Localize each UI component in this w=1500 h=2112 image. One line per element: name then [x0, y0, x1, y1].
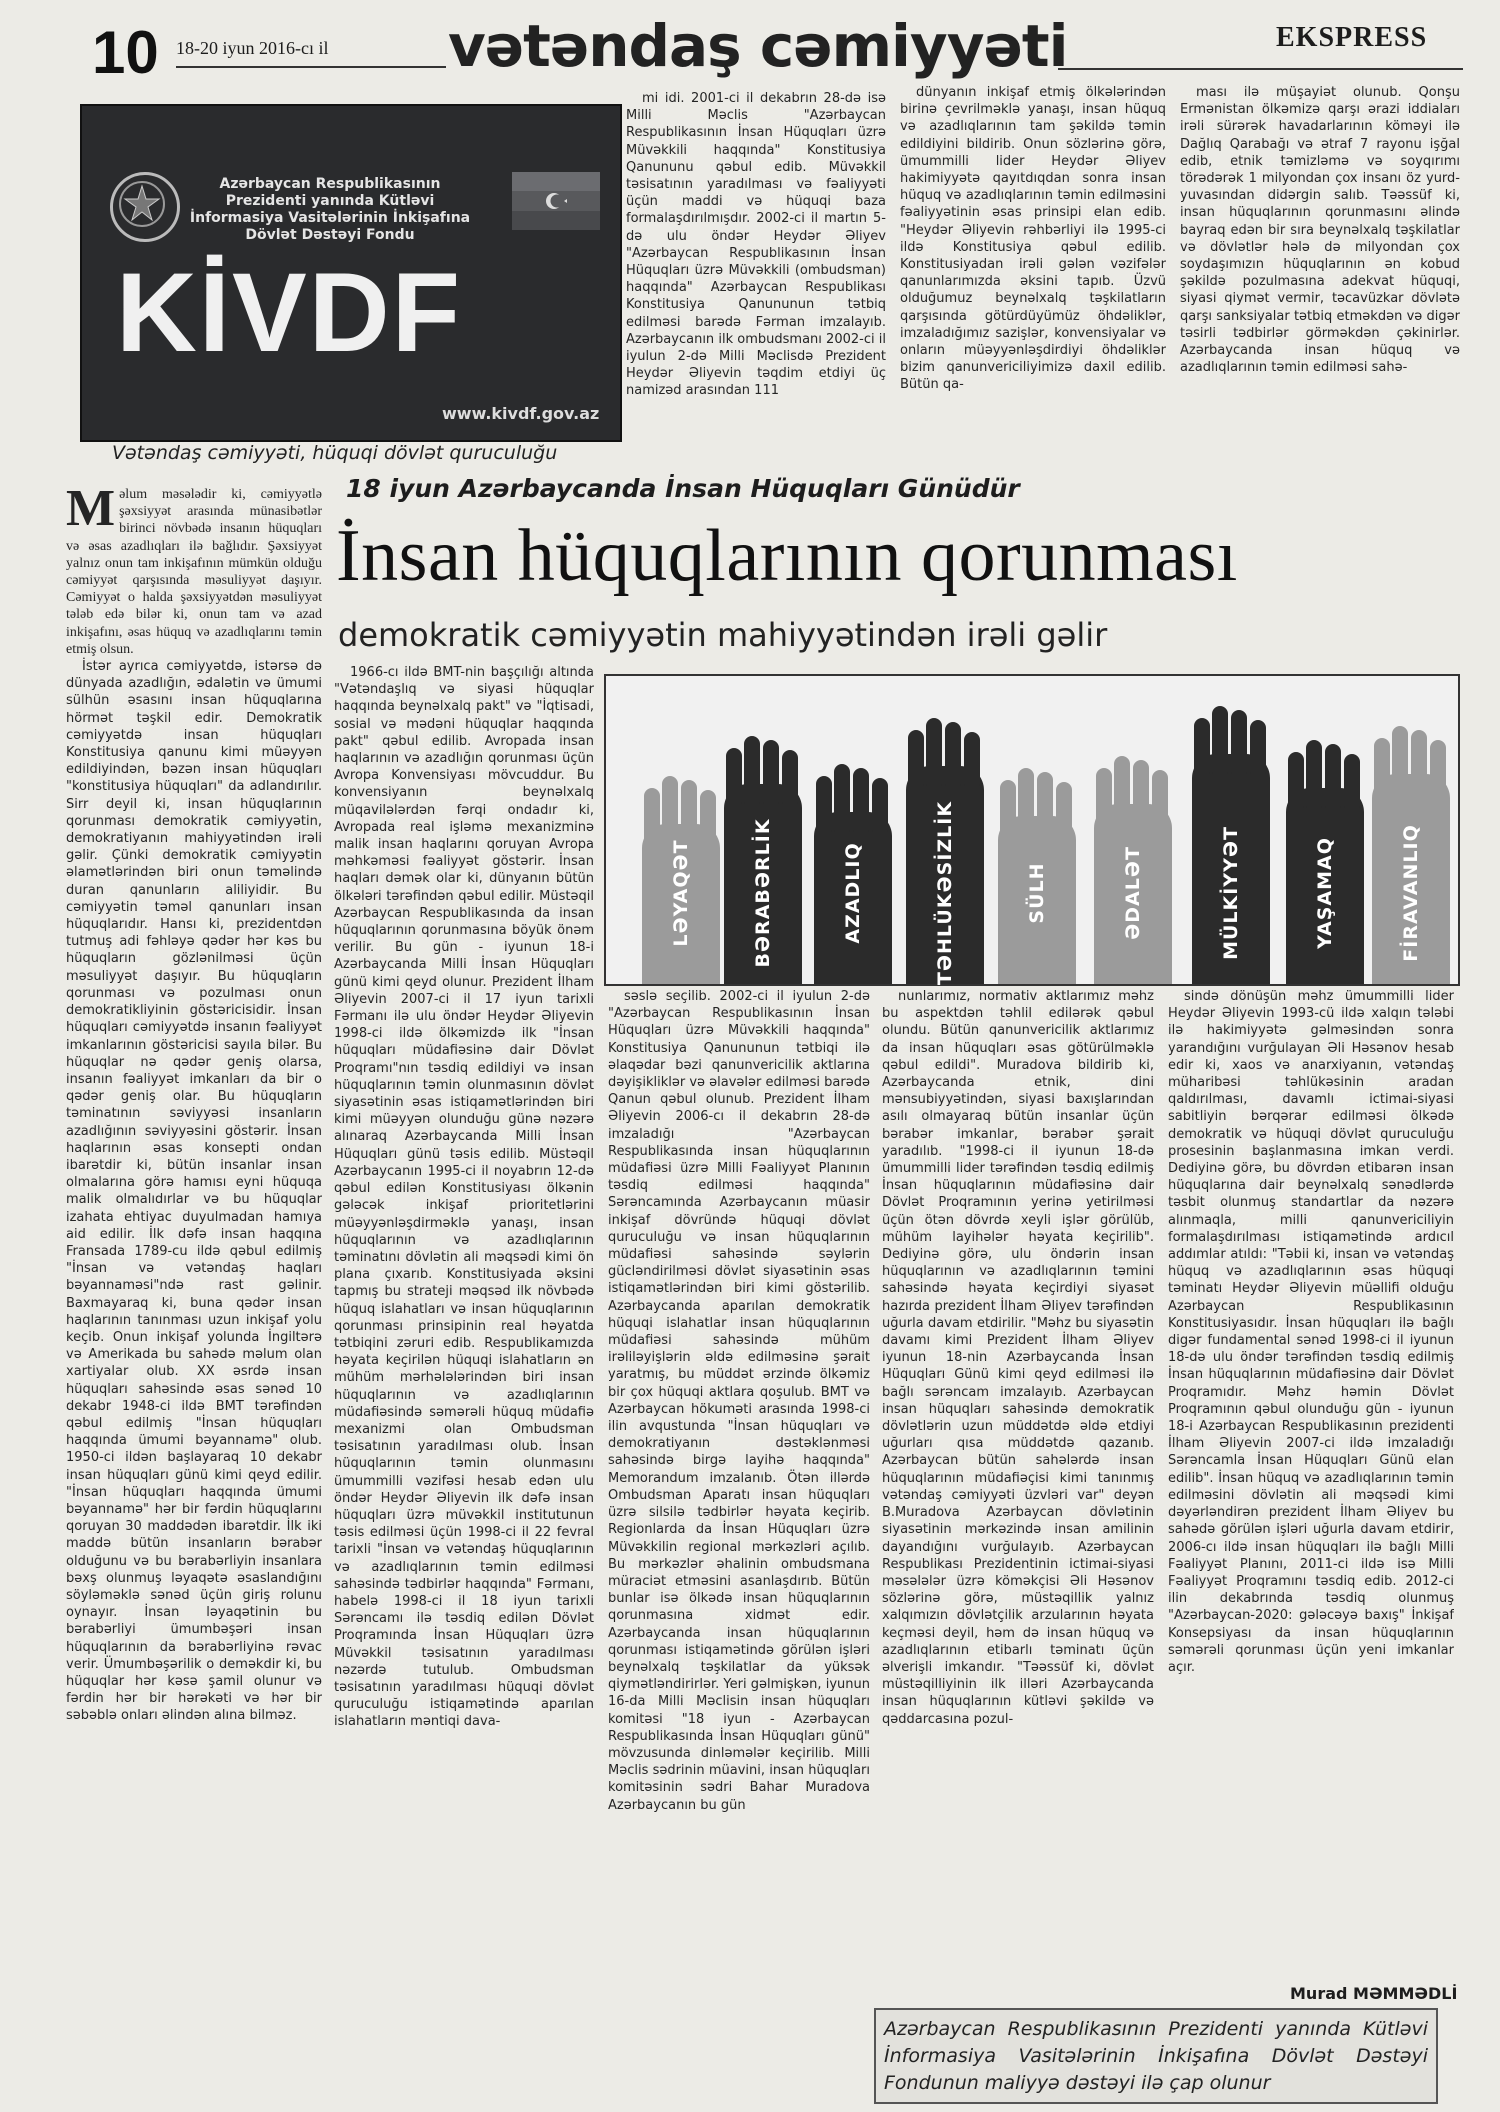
- hand-finger: [1037, 772, 1053, 836]
- hand-finger: [1231, 710, 1247, 774]
- hand-word: ƏDALƏT: [1122, 846, 1144, 940]
- column-3-top-text: dünyanın inkişaf etmiş ölkələrindən birinə çevrilməklə yanaşı, insan hüquq və azadlıqlarının tam şəkildə təmin edildiyini bildirib. Onun sözlərinə görə, ümummilli lider Heydər Əliyev hakimiyyətə qayıtdıqdan sonra insan hüquq və azadlıqlarının təmin edilməsini fəaliyyətinin əsas prinsipi elan edib. "Heydər Əliyevin rəhbərliyi ilə 1995-ci ildə Konstitusiya qəbul edilib. Konstitusiyadan irəli gələn vəzifələr qanunlarımızda əksini tapıb. Üzvü olduğumuz beynəlxalq təşkilatların qarşısında götürdüyümüz öhdəliklər, imzaladığımız sazişlər, konvensiyalar və onların müəyyənləşdirdiyi öhdəliklər bizim qanunvericiliyimizə daxil edilib. Bütün qa-: [900, 85, 1166, 393]
- hand-7: [1192, 706, 1270, 984]
- kivdf-url: www.kivdf.gov.az: [442, 404, 600, 423]
- hand-finger: [1133, 760, 1149, 824]
- hand-finger: [1288, 752, 1304, 808]
- column-1-text: İstər ayrıca cəmiyyətdə, istərsə də dünyada azadlığın, ədalətin və ümumi sülhün əsasını insan hüquqlarına hörmət təşkil edir. Demokratik cəmiyyətdə insan hüquqları Konstitusiya qanunu kimi müəyyən edildiyindən, bəzən insan hüquqları "konstitusiya hüquqları" da adlandırılır. Sirr deyil ki, insan hüquqlarının qorunması demokratik cəmiyyətin, demokratiyanın mahiyyətindən irəli gəlir. Çünki demokratik cəmiyyətin əlamətlərindən biri onun təməlində duran qanunların aliliyidir. Bu cəmiyyətin təməl qanunları insan hüquqlarıdır. Hansı ki, prezidentdən tutmuş adi fəhləyə qədər hər kəs bu hüquqların gözlənilməsi üçün məsuliyyət daşıyır. Bu hüquqların qorunması və pozulması onun demokratikliyinin göstəricisidir. İnsan hüquqları cəmiyyətdə insanın fəaliyyət imkanlarının göstəricisi sayıla bilər. Bu hüquqlar nə qədər geniş olarsa, insanın fəaliyyət imkanları da bir o qədər geniş olar. Bu hüquqların təminatının səviyyəsi insanların azadlığının səviyyəsini göstərir. İnsan haqlarının əsas konsepti ondan ibarətdir ki, bütün insanlar insan olmalarına görə hamısı eyni hüquqa malik olmalıdırlar və bu hüquqlar izahata ehtiyac duyulmadan hamıya aid edilir. İlk dəfə insan haqqına Fransada 1789-cu ildə qəbul edilmiş "İnsan və vətəndaş haqları bəyannaməsi"ndə rast gəlinir. Baxmayaraq ki, buna qədər insan haqlarının tanınması uzun inkişaf yolu keçib. Onun inkişaf yolunda İngiltərə və Amerikada bu sahədə məlum olan xartiyalar olub. XX əsrdə insan hüquqları sahəsində əsas sənəd 10 dekabr 1948-ci ildə BMT tərəfindən qəbul edilmiş "İnsan hüquqları haqqında ümumi bəyannamə" olub. 1950-ci ildən başlayaraq 10 dekabr insan hüquqları günü kimi qeyd edilir. "İnsan hüquqları haqqında ümumi bəyannamə" hər bir fərdin hüquqlarını qoruyan 30 maddədən ibarətdir. İlk iki maddə bütün insanların bərabər olduğunu və bu bərabərliyin insanlara bəxş olunmuş ləyaqətə əsaslandığını söyləməklə sənəd üçün giriş rolunu oynayır. İnsan ləyaqətinin bu bərabərliyi ümumbəşəri insan hüquqlarının da bərabərliyinə rəvac verir. Ümumbəşərilik o deməkdir ki, bu hüquqlar hər kəsə şamil olunur və fərdin hər bir hərəkəti və hər bir səbəblə onları əlindən alına bilməz.: [66, 659, 322, 1724]
- hand-8: [1286, 740, 1364, 984]
- hand-finger: [1152, 770, 1168, 824]
- author-signature: Murad MƏMMƏDLİ: [1290, 1984, 1458, 2003]
- hand-word: AZADLIQ: [842, 842, 864, 944]
- footer-box: [874, 2008, 1438, 2104]
- hand-finger: [1392, 726, 1408, 794]
- hand-finger: [945, 722, 961, 786]
- hand-finger: [1250, 720, 1266, 774]
- hand-finger: [926, 718, 942, 786]
- hand-finger: [700, 790, 716, 844]
- hand-finger: [782, 750, 798, 804]
- hand-finger: [1374, 738, 1390, 794]
- column-3-top: [900, 84, 1166, 468]
- hand-5: [998, 768, 1076, 984]
- hand-word: BƏRABƏRLİK: [752, 818, 774, 968]
- masthead-rule: [176, 66, 446, 68]
- hand-9: [1372, 726, 1450, 984]
- hand-finger: [834, 764, 850, 832]
- hand-finger: [872, 778, 888, 832]
- column-2-text: 1966-cı ildə BMT-nin başçılığı altında "Vətəndaşlıq və siyasi hüquqlar haqqında beynəlxalq pakt" və "İqtisadi, sosial və mədəni hüquqlar haqqında pakt" qəbul edilib. Avropada insan haqlarının və azadlığın qorunması üçün Avropa Konvensiyası mövcuddur. Bu konvensiyanın beynəlxalq müqavilələrdən fərqi ondadır ki, Avropada real işləmə mexanizminə malik insan haqlarını qoruyan Avropa məhkəməsi fəaliyyət göstərir. İnsan haqları dəmək olar ki, dünyanın bütün ölkələri tərəfindən qəbul edilir. Müstəqil Azərbaycan Respublikasında da insan hüquqlarının qorunmasına böyük önəm verilir. Bu gün - iyunun 18-i Azərbaycanda Milli İnsan Hüquqları günü kimi qeyd olunur. Prezident İlham Əliyevin 2007-ci il 17 iyun tarixli Fərmanı ilə ulu öndər Heydər Əliyevin 1998-ci ildə ölkəmizdə ilk "İnsan hüquqları müdafiəsinə dair Dövlət Proqramı"nın təsdiq edildiyi və insan hüquqlarının təmin olunmasının dövlət siyasətinin əsas istiqamətlərindən biri kimi müəyyən olunduğu günə nəzərə alınaraq Azərbaycanda Milli İnsan Hüquqları günü təsis edilib. Müstəqil Azərbaycanın 1995-ci il noyabrın 12-də qəbul edilən Konstitusiyası ölkənin gələcək inkişaf prioritetlərini müəyyənləşdirməklə yanaşı, insan hüquqlarının və azadlıqlarının təminatını dövlətin ali məqsədi kimi ön plana çıxarıb. Konstitusiyada əksini tapmış bu strateji məqsəd ilk növbədə hüquq islahatları və insan hüquqlarının qorunması prinsipinin real həyatda tətbiqini zəruri edib. Respublikamızda həyata keçirilən hüquqi islahatların ən mühüm mərhələlərindən biri insan hüquqlarının və azadlıqlarının müdafiəsində səmərəli hüquq müdafiə mexanizmi olan Ombudsman təsisatının yaradılması olub. İnsan hüquqlarının təmin olunmasını ümummilli vəzifəsi hesab edən ulu öndər Heydər Əliyevin ilk dəfə insan hüquqları üzrə müvəkkil institutunun təsis edilməsi üçün 1998-ci il 22 fevral tarixli "İnsan və vətəndaş hüquqlarının və azadlıqlarının təmin edilməsi sahəsində tədbirlər haqqında" Fərmanı, habelə 1998-ci il 18 iyun tarixli Sərəncamı ilə təsdiq edilən Dövlət Proqramında İnsan Hüquqları üzrə Müvəkkil təsisatının yaradılması nəzərdə tutulub. Ombudsman təsisatının yaradılması hüquqi dövlət quruculuğu istiqamətində aparılan islahatların məntiqi dava-: [334, 665, 594, 1730]
- hand-finger: [964, 732, 980, 786]
- hand-finger: [1306, 740, 1322, 808]
- lead-paragraph: [66, 486, 322, 658]
- hand-word: YAŞAMAQ: [1314, 837, 1336, 949]
- column-5: [1168, 988, 1454, 1978]
- hand-finger: [726, 748, 742, 804]
- page-number: 10: [92, 19, 159, 86]
- hand-finger: [1325, 744, 1341, 808]
- hand-word: FİRAVANLIQ: [1400, 824, 1422, 962]
- column-2-top: [626, 90, 886, 468]
- column-3: [608, 988, 870, 2082]
- hand-finger: [1114, 756, 1130, 824]
- kivdf-caption: Vətəndaş cəmiyyəti, hüquqi dövlət quruculuğu: [112, 442, 558, 464]
- column-1: [66, 486, 322, 2080]
- hand-finger: [1194, 718, 1210, 774]
- hand-2: [724, 736, 802, 984]
- column-4: [882, 988, 1154, 1988]
- column-2-top-text: mi idi. 2001-ci il dekabrın 28-də isə Milli Məclis "Azərbaycan Respublikasının İnsan Hüquqları üzrə Müvəkkili haqqında" Konstitusiya Qanununu qəbul edib. Müvəkkil təsisatının yaradılması və fəaliyyəti üçün maddi və hüquqi baza formalaşdırılmışdır. 2002-ci il martın 5-də ulu öndər Heydər Əliyev "Azərbaycan Respublikasının İnsan Hüquqları üzrə Müvəkkili (ombudsman) haqqında" Azərbaycan Respublikası Konstitusiya Qanununun tətbiq edilməsi barədə Fərman imzalayıb. Azərbaycanın ilk ombudsmanı 2002-ci il iyulun 2-də Milli Məclisdə Prezident Heydər Əliyevin təqdim etdiyi üç namizəd arasından 111: [626, 91, 886, 399]
- kivdf-org-name: Azərbaycan Respublikasının Prezidenti yanında Kütləvi İnformasiya Vasitələrinin İnkişafına Dövlət Dəstəyi Fondu: [189, 176, 471, 243]
- hand-finger: [1411, 730, 1427, 794]
- issue-date: 18-20 iyun 2016-cı il: [176, 38, 329, 58]
- section-title: vətəndaş cəmiyyəti: [448, 12, 1068, 80]
- hands-illustration: [604, 674, 1460, 986]
- column-4-top-text: ması ilə müşayiət olunub. Qonşu Ermənistan ölkəmizə qarşı ərazi iddiaları irəli sürərək havadarlarının köməyi ilə Dağlıq Qarabağı və ətraf 7 rayonu işğal edib, etnik təmizləmə və soyqırımı törədərək 1 milyondan çox insanı öz yurd-yuvasından didərgin salıb. Təəssüf ki, insan hüquqlarının qorunmasını əlində bayraq edən bir sıra beynəlxalq təşkilatlar və dövlətlər hələ də milyondan çox soydaşımızın hüquqlarının ən kobud şəkildə pozulmasına adekvat hüquqi, siyasi qiymət vermir, təcavüzkar dövlətə qarşı sanksiyalar tətbiq etməkdən və digər təsirli tədbirlər görməkdən çəkinirlər. Azərbaycanda insan hüquq və azadlıqlarının təmin edilməsi sahə-: [1180, 85, 1460, 376]
- article-headline: İnsan hüquqlarının qorunması: [336, 515, 1238, 597]
- drop-cap: M: [66, 486, 116, 537]
- footer-text: Azərbaycan Respublikasının Prezidenti yanında Kütləvi İnformasiya Vasitələrinin İnkişafına Dövlət Dəstəyi Fondunun maliyyə dəstəyi ilə çap olunur: [884, 2018, 1428, 2094]
- article-subhead: demokratik cəmiyyətin mahiyyətindən irəli gəlir: [338, 616, 1108, 654]
- hand-finger: [853, 768, 869, 832]
- hand-1: [642, 776, 720, 984]
- hand-finger: [644, 788, 660, 844]
- kivdf-logo-text: KİVDF: [116, 250, 462, 375]
- hand-finger: [1000, 780, 1016, 836]
- hand-finger: [908, 730, 924, 786]
- hand-word: LƏYAQƏT: [670, 839, 692, 947]
- hand-finger: [681, 780, 697, 844]
- hand-4: [906, 718, 984, 984]
- hand-finger: [662, 776, 678, 844]
- column-4-top: [1180, 84, 1460, 468]
- hand-finger: [816, 776, 832, 832]
- hand-word: TƏHLÜKƏSİZLİK: [934, 800, 956, 986]
- hand-3: [814, 764, 892, 984]
- hand-word: SÜLH: [1026, 862, 1048, 924]
- hand-6: [1094, 756, 1172, 984]
- flag-icon: [512, 172, 600, 230]
- article-kicker: 18 iyun Azərbaycanda İnsan Hüquqları Günüdür: [346, 474, 1020, 503]
- hand-finger: [1344, 754, 1360, 808]
- hand-finger: [763, 740, 779, 804]
- hand-finger: [1018, 768, 1034, 836]
- hand-word: MÜLKİYYƏT: [1220, 826, 1242, 960]
- hand-finger: [1056, 782, 1072, 836]
- column-3-text: səslə seçilib. 2002-ci il iyulun 2-də "Azərbaycan Respublikasının İnsan Hüquqları üzrə Müvəkkili haqqında" Konstitusiya Qanununun tətbiqi ilə əlaqədar bəzi qanunvericilik aktlarına dəyişikliklər və əlavələr edilməsi barədə Qanun qəbul olunub. Prezident İlham Əliyevin 2006-cı il dekabrın 28-də imzaladığı "Azərbaycan Respublikasında insan hüquqlarının müdafiəsi üzrə Milli Fəaliyyət Planının təsdiq edilməsi haqqında" Sərəncamında Azərbaycanın müasir inkişaf dövründə hüquqi dövlət quruculuğu və insan hüquqlarının müdafiəsi sahəsində səylərin gücləndirilməsi dövlət siyasətinin əsas istiqamətlərindən biri kimi göstərilib. Azərbaycanda aparılan demokratik hüquqi islahatlar insan hüquqlarının müdafiəsi sahəsində mühüm irəliləyişlərin əldə edilməsinə şərait yaratmış, bu müddət ərzində ölkəmiz bir çox hüquqi aktlara qoşulub. BMT və Azərbaycan hökuməti arasında 1998-ci ilin avqustunda "İnsan hüquqları və demokratiyanın dəstəklənməsi sahəsində birgə layihə haqqında" Memorandum imzalanıb. Ötən illərdə Ombudsman Aparatı insan hüquqları üzrə silsilə tədbirlər həyata keçirib. Regionlarda da İnsan Hüquqları üzrə Müvəkkilin regional mərkəzləri açılıb. Bu mərkəzlər əhalinin ombudsmana müraciət etməsini asanlaşdırıb. Bütün bunlar isə ölkədə insan hüquqlarının qorunmasına xidmət edir. Azərbaycanda insan hüquqlarının qorunması istiqamətində görülən işləri beynəlxalq təşkilatlar da yüksək qiymətləndirirlər. Yeri gəlmişkən, iyunun 16-da Milli Məclisin insan hüquqları komitəsi "18 iyun - Azərbaycan Respublikasında İnsan Hüquqları günü" mövzusunda dinləmələr keçirilib. Milli Məclis sədrinin müavini, insan hüquqları komitəsinin sədri Bahar Muradova Azərbaycanın bu gün: [608, 989, 870, 1813]
- newspaper-brand: EKSPRESS: [1276, 22, 1428, 53]
- column-5-text: sində dönüşün məhz ümummilli lider Heydər Əliyevin 1993-cü ildə xalqın tələbi ilə hakimiyyətə gəlməsindən sonra yarandığını vurğulayan Əli Həsənov hesab edir ki, xaos və anarxiyanın, vətəndaş müharibəsi təhlükəsinin aradan qaldırılması, davamlı ictimai-siyasi sabitliyin bərqərar edilməsi ölkədə demokratik və hüquqi dövlət quruculuğu prosesinin başlanmasına imkan verdi. Dediyinə görə, bu dövrdən etibarən insan hüquqlarına dair beynəlxalq sənədlərdə təsbit olunmuş standartlar da nəzərə alınmaqla, milli qanunvericiliyin formalaşdırılması istiqamətində ardıcıl addımlar atıldı: "Təbii ki, insan və vətəndaş hüquq və azadlıqlarının əsas hüquqi təminatı Heydər Əliyevin müəllifi olduğu Azərbaycan Respublikasının Konstitusiyasıdır. İnsan hüquqları ilə bağlı digər fundamental sənəd 1998-ci il iyunun 18-də ulu öndər tərəfindən təsdiq edilmiş İnsan hüquqlarının müdafiəsinə dair Dövlət Proqramıdır. Məhz həmin Dövlət Proqramının qəbul olunduğu gün - iyunun 18-i Azərbaycan Respublikasının prezidenti İlham Əliyevin 2007-ci ildə imzaladığı Sərəncamla İnsan Hüquqları Günü elan edilib". İnsan hüquq və azadlıqlarının təmin edilməsini dövlətin ali məqsədi kimi dəyərləndirən prezident İlham Əliyev bu sahədə görülən işləri uğurla davam etdirir, 2006-cı ildə insan hüquqları ilə bağlı Milli Fəaliyyət Planını, 2011-ci ildə isə Milli Fəaliyyət Proqramını təsdiq edib. 2012-ci ilin dekabrında təsdiq olunmuş "Azərbaycan-2020: gələcəyə baxış" İnkişaf Konsepsiyası da insan hüquqlarının səmərəli qorunması üçün yeni imkanlar açır.: [1168, 989, 1454, 1675]
- hand-finger: [1430, 740, 1446, 794]
- hand-finger: [744, 736, 760, 804]
- kivdf-banner: [80, 104, 622, 442]
- column-2: [334, 664, 594, 2078]
- hand-finger: [1096, 768, 1112, 824]
- column-4-text: nunlarımız, normativ aktlarımız məhz bu aspektdən təhlil edilərək qəbul olundu. Bütün qanunvericilik aktlarımız da insan hüquqları əsas götürülməklə qəbul edildi". Muradova bildirib ki, Azərbaycanda etnik, dini mənsubiyyətindən, siyasi baxışlarından asılı olmayaraq bütün insanlar üçün bərabər imkanlar, bərabər şərait yaradılıb. "1998-ci il iyunun 18-də ümummilli lider tərəfindən təsdiq edilmiş İnsan hüquqlarının müdafiəsinə dair Dövlət Proqramının yerinə yetirilməsi üçün ötən dövrdə xeyli işlər görülüb, mühüm layihələr həyata keçirilib". Dediyinə görə, ulu öndərin insan hüquqlarının və azadlıqlarının təmini sahəsində həyata keçirdiyi siyasət hazırda prezident İlham Əliyev tərəfindən uğurla davam etdirilir. "Məhz bu siyasətin davamı kimi Prezident İlham Əliyev iyunun 18-nin Azərbaycanda İnsan Hüquqları Günü kimi qeyd edilməsi ilə bağlı sərəncam imzalayıb. Azərbaycan insan hüquqları sahəsində demokratik dövlətlərin uzun müddətdə əldə etdiyi uğurları qısa müddətdə qazanıb. Azərbaycan bütün sahələrdə insan hüquqlarının müdafiəçisi kimi tanınmış vətəndaş cəmiyyəti üzvləri var" deyən B.Muradova Azərbaycan dövlətinin siyasətinin mərkəzində insan amilinin dayandığını vurğulayıb. Azərbaycan Respublikası Prezidentinin ictimai-siyasi məsələlər üzrə köməkçisi Əli Həsənov sözlərinə görə, müstəqillik yalnız xalqımızın dövlətçilik arzularının həyata keçməsi deyil, həm də insan hüquq və azadlıqlarının etibarlı təminatı üçün əlverişli imkandır. "Təəssüf ki, dövlət müstəqilliyinin ilk illəri Azərbaycanda insan hüquqlarının kütləvi şəkildə və qəddarcasına pozul-: [882, 989, 1154, 1727]
- brand-rule: [1058, 68, 1463, 70]
- lead-text: əlum məsələdir ki, cəmiyyətlə şəxsiyyət arasında münasibətlər birinci növbədə insanın hüquqları və əsas azadlıqları ilə bağlıdır. Şəxsiyyət yalnız onun tam inkişafının mümkün olduğu cəmiyyət qarşısında məsuliyyət daşıyır. Cəmiyyət o halda şəxsiyyətdən məsuliyyət tələb edə bilər ki, onun tam və azad inkişafını, əsas hüquq və azadlıqlarını təmin etmiş olsun.: [66, 487, 322, 657]
- state-emblem-icon: [110, 172, 180, 242]
- hand-finger: [1212, 706, 1228, 774]
